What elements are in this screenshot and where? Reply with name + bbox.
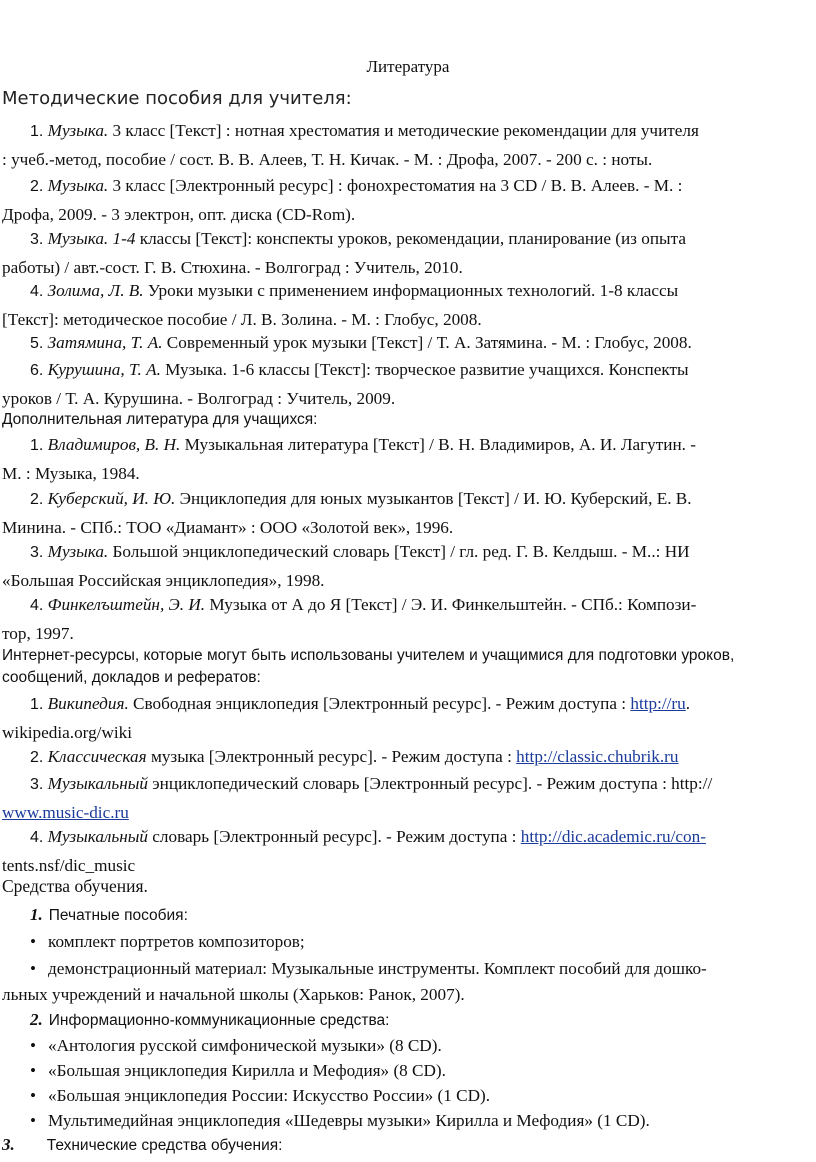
list-item [2,225,812,281]
item-text-cont: тор, 1997. [2,623,74,643]
item-text-cont: [Текст]: методическое пособие / Л. В. Золина. - М. : Глобус, 2008. [2,309,482,329]
item-author: Википедия. [47,694,129,713]
item-number: 4. [30,283,44,300]
section-number: 2. [30,1010,43,1029]
item-text: 3 класс [Электронный ресурс] : фонохрестоматия на 3 CD / В. В. Алеев. - М. : [108,176,683,195]
item-text: Энциклопедия для юных музыкантов [Текст] / И. Ю. Куберский, Е. В. [175,489,692,508]
list-item [30,928,812,956]
list-item [30,1082,812,1110]
section-number: 1. [30,905,43,924]
item-text-cont: работы) / авт.-сост. Г. В. Стюхина. - Волгоград : Учитель, 2010. [2,257,463,277]
ict-heading [30,1010,389,1030]
item-number: 1. [30,696,44,713]
bullet-icon: • [30,1086,37,1105]
list-item [30,1107,812,1135]
item-text: музыка [Электронный ресурс]. - Режим доступа : [146,747,517,766]
item-text: Музыка от А до Я [Текст] / Э. И. Финкельштейн. - СПб.: Компози- [205,595,697,614]
list-item [2,538,812,594]
item-author: Музыка. [47,121,109,140]
item-text-cont: Дрофа, 2009. - 3 электрон, опт. диска (CD-Rom). [2,204,356,224]
means-heading: Средства обучения. [2,876,148,896]
item-text-cont: wikipedia.org/wiki [2,722,133,742]
resource-link[interactable]: http://dic.academic.ru/con- [520,827,706,846]
item-author: Владимиров, В. Н. [47,435,181,454]
item-number: 3. [30,544,44,561]
list-item [2,770,812,826]
item-number: 2. [30,491,44,508]
extra-heading: Дополнительная литература для учащихся: [2,411,318,428]
item-text: «Антология русской симфонической музыки» (8 CD). [48,1036,442,1055]
list-item [2,329,812,358]
item-text-cont: : учеб.-метод, пособие / сост. В. В. Алеев, Т. Н. Кичак. - М. : Дрофа, 2007. - 200 с. : ноты. [2,149,653,169]
list-item [2,743,812,772]
list-item [30,1032,812,1060]
item-author: Курушина, Т. А. [47,360,161,379]
item-text-cont: М. : Музыка, 1984. [2,463,140,483]
item-text: «Большая энциклопедия России: Искусство России» (1 CD). [48,1086,491,1105]
section-label: Информационно-коммуникационные средства: [48,1012,390,1029]
section-label: Печатные пособия: [48,907,188,924]
teacher-heading: Методические пособия для учителя: [2,88,352,109]
internet-heading: Интернет-ресурсы, которые могут быть использованы учителем и учащимися для подготовки уроков, сообщений, докладов и рефератов: [2,647,735,686]
list-item [2,591,812,647]
item-author: Финкелъштейн, Э. И. [47,595,206,614]
list-item [30,955,812,983]
item-text: 3 класс [Текст] : нотная хрестоматия и методические рекомендации для учителя [108,121,699,140]
item-author: Классическая [47,747,147,766]
item-author: Золима, Л. В. [47,281,144,300]
list-item [2,431,812,487]
list-item [2,823,812,879]
item-text: . [685,694,691,713]
printed-heading [30,905,188,925]
page-title: Литература [366,57,450,76]
list-item [2,172,812,228]
item-author: Музыка. 1-4 [47,229,136,248]
item-number: 2. [30,749,44,766]
item-text: словарь [Электронный ресурс]. - Режим доступа : [148,827,521,846]
list-item [2,356,812,412]
list-item-cont: льных учреждений и начальной школы (Харьков: Ранок, 2007). [2,985,465,1004]
section-number: 3. [2,1135,15,1154]
item-author: Музыка. [47,176,109,195]
item-author: Музыкальный [47,774,148,793]
item-number: 1. [30,123,44,140]
item-number: 3. [30,776,44,793]
item-text-cont: Минина. - СПб.: ТОО «Диамант» : ООО «Золотой век», 1996. [2,517,454,537]
item-number: 4. [30,829,44,846]
item-text: демонстрационный материал: Музыкальные инструменты. Комплект пособий для дошко- [48,959,707,978]
item-text-cont: уроков / Т. А. Курушина. - Волгоград : Учитель, 2009. [2,388,396,408]
tech-heading [2,1135,282,1155]
bullet-icon: • [30,959,37,978]
bullet-icon: • [30,1111,37,1130]
item-number: 5. [30,335,44,352]
resource-link[interactable]: http://classic.chubrik.ru [516,747,679,766]
list-item [2,690,812,746]
bullet-icon: • [30,932,37,951]
section-label: Технические средства обучения: [46,1137,283,1154]
item-text-cont: tents.nsf/dic_music [2,855,136,875]
item-text: Уроки музыки с применением информационных технологий. 1-8 классы [143,281,679,300]
item-text-cont: «Большая Российская энциклопедия», 1998. [2,570,325,590]
item-author: Куберский, И. Ю. [47,489,176,508]
list-item [2,277,812,333]
item-text: Свободная энциклопедия [Электронный ресурс]. - Режим доступа : [128,694,631,713]
item-text: Современный урок музыки [Текст] / Т. А. Затямина. - М. : Глобус, 2008. [162,333,692,352]
item-author: Музыкальный [47,827,148,846]
list-item [2,117,812,173]
item-number: 3. [30,231,44,248]
resource-link[interactable]: www.music-dic.ru [2,802,129,822]
item-text: энциклопедический словарь [Электронный ресурс]. - Режим доступа : http:// [148,774,713,793]
item-text: классы [Текст]: конспекты уроков, рекомендации, планирование (из опыта [135,229,686,248]
list-item [30,1057,812,1085]
resource-link[interactable]: http://ru [630,694,686,713]
item-text: «Большая энциклопедия Кирилла и Мефодия» (8 CD). [48,1061,446,1080]
item-text: комплект портретов композиторов; [48,932,305,951]
bullet-icon: • [30,1061,37,1080]
bullet-icon: • [30,1036,37,1055]
item-text: Мультимедийная энциклопедия «Шедевры музыки» Кирилла и Мефодия» (1 CD). [48,1111,650,1130]
item-text: Большой энциклопедический словарь [Текст] / гл. ред. Г. В. Келдыш. - М..: НИ [108,542,690,561]
item-text: Музыка. 1-6 классы [Текст]: творческое развитие учащихся. Конспекты [160,360,689,379]
list-item [2,485,812,541]
item-author: Музыка. [47,542,109,561]
item-number: 1. [30,437,44,454]
item-author: Затямина, Т. А. [47,333,163,352]
item-text: Музыкальная литература [Текст] / В. Н. Владимиров, А. И. Лагутин. - [180,435,696,454]
item-number: 2. [30,178,44,195]
item-number: 4. [30,597,44,614]
item-number: 6. [30,362,44,379]
